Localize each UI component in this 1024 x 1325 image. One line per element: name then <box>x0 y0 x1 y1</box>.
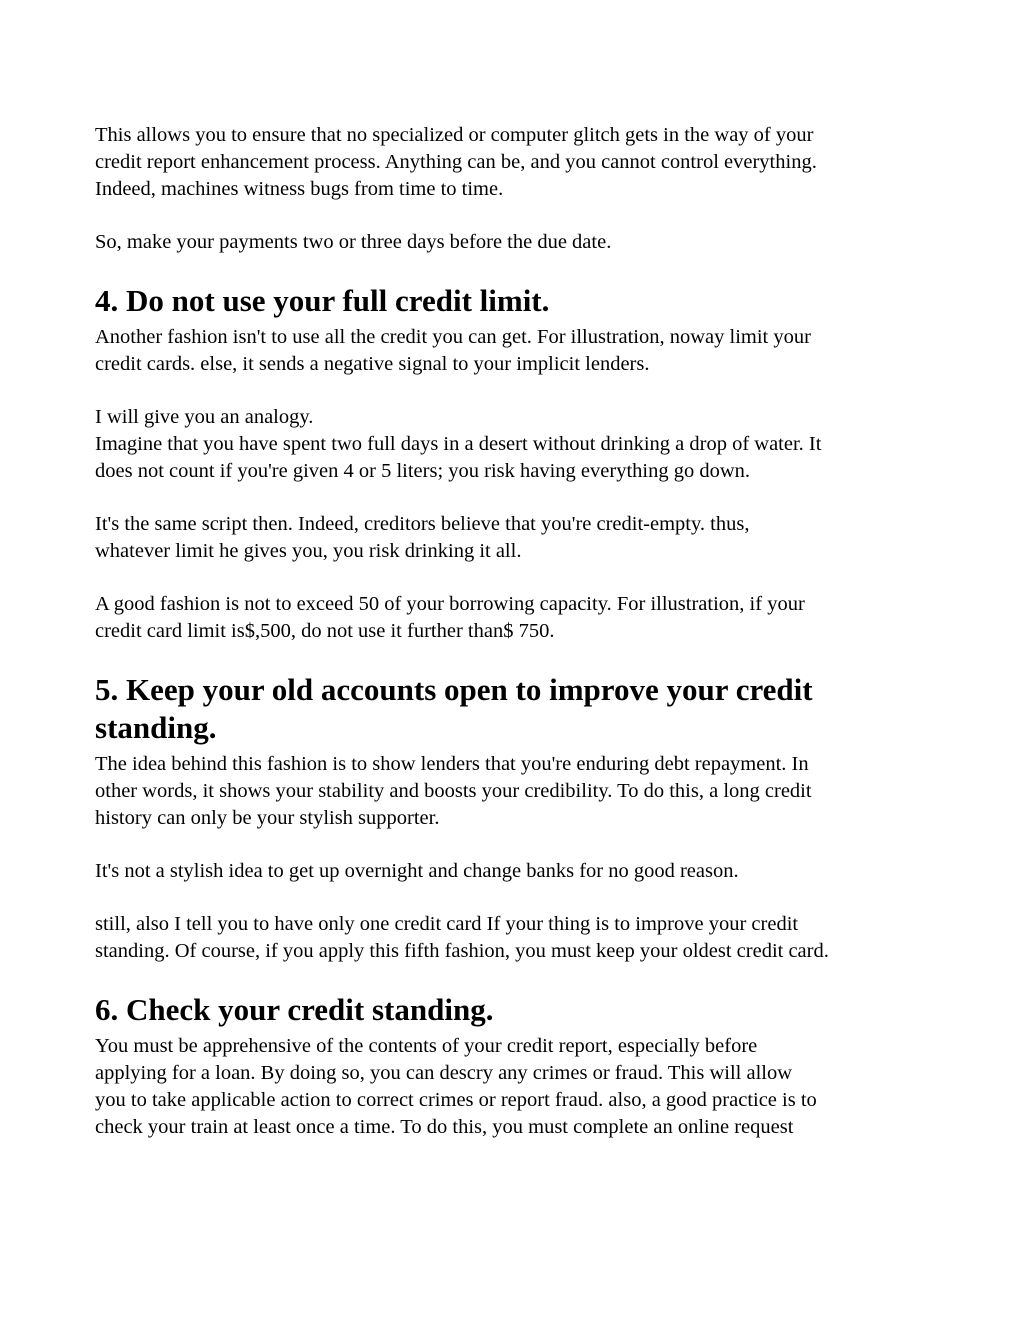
paragraph <box>95 122 945 203</box>
text-line: applying for a loan. By doing so, you can descry any crimes or fraud. This will allow <box>95 1062 793 1084</box>
text-line: still, also I tell you to have only one credit card If your thing is to improve your credit <box>95 913 799 935</box>
text-line: 5. Keep your old accounts open to improve your credit <box>95 672 813 707</box>
text-line: Imagine that you have spent two full days in a desert without drinking a drop of water. It <box>95 433 822 455</box>
text-line: check your train at least once a time. To do this, you must complete an online request <box>95 1116 794 1138</box>
text-line: I will give you an analogy. <box>95 406 314 428</box>
paragraph <box>95 324 945 378</box>
text-line: 6. Check your credit standing. <box>95 992 494 1027</box>
text-line: you to take applicable action to correct crimes or report fraud. also, a good practice is to <box>95 1089 817 1111</box>
section-heading <box>95 991 945 1029</box>
text-line: does not count if you're given 4 or 5 liters; you risk having everything go down. <box>95 460 751 482</box>
text-line: A good fashion is not to exceed 50 of your borrowing capacity. For illustration, if your <box>95 593 805 615</box>
text-line: standing. <box>95 710 217 745</box>
text-line: Another fashion isn't to use all the credit you can get. For illustration, noway limit your <box>95 326 811 348</box>
paragraph <box>95 911 945 965</box>
text-line: Indeed, machines witness bugs from time to time. <box>95 178 504 200</box>
text-line: You must be apprehensive of the contents of your credit report, especially before <box>95 1035 758 1057</box>
text-line: history can only be your stylish supporter. <box>95 807 440 829</box>
text-line: So, make your payments two or three days before the due date. <box>95 231 612 253</box>
section-heading <box>95 282 945 320</box>
paragraph <box>95 229 945 256</box>
section-heading <box>95 671 945 747</box>
text-line: 4. Do not use your full credit limit. <box>95 283 550 318</box>
text-line: credit report enhancement process. Anything can be, and you cannot control everything. <box>95 151 817 173</box>
text-line: It's not a stylish idea to get up overnight and change banks for no good reason. <box>95 860 739 882</box>
text-line: credit cards. else, it sends a negative signal to your implicit lenders. <box>95 353 650 375</box>
text-line: This allows you to ensure that no specialized or computer glitch gets in the way of your <box>95 124 814 146</box>
text-line: other words, it shows your stability and boosts your credibility. To do this, a long credit <box>95 780 812 802</box>
paragraph <box>95 1033 945 1141</box>
paragraph <box>95 858 945 885</box>
text-line: The idea behind this fashion is to show lenders that you're enduring debt repayment. In <box>95 753 809 775</box>
paragraph <box>95 751 945 832</box>
paragraph <box>95 404 945 485</box>
text-line: whatever limit he gives you, you risk drinking it all. <box>95 540 522 562</box>
paragraph <box>95 591 945 645</box>
text-line: It's the same script then. Indeed, creditors believe that you're credit-empty. thus, <box>95 513 750 535</box>
text-line: standing. Of course, if you apply this fifth fashion, you must keep your oldest credit card. <box>95 940 829 962</box>
paragraph <box>95 511 945 565</box>
text-line: credit card limit is$,500, do not use it further than$ 750. <box>95 620 555 642</box>
document-page <box>95 122 945 1141</box>
